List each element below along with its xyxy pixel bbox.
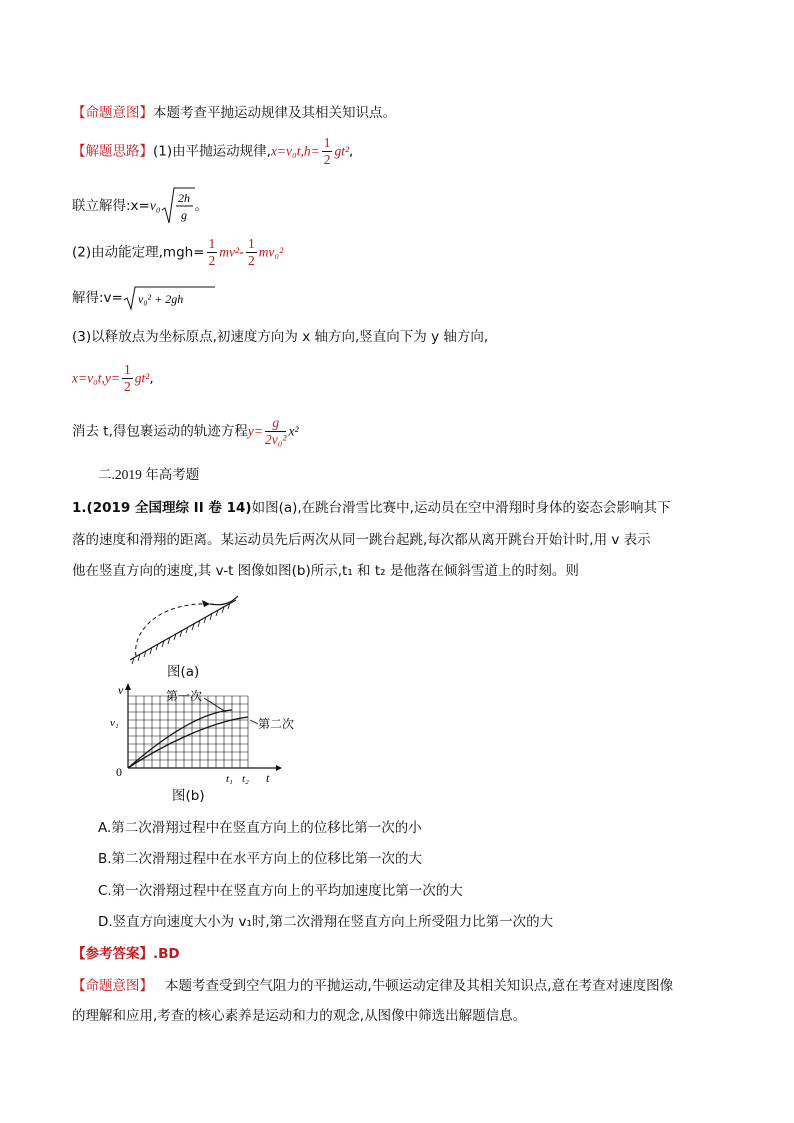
intent-paragraph-2-line-2: 的理解和应用,考查的核心素养是运动和力的观念,从图像中筛选出解题信息。 [72,1008,527,1024]
question-1-line-3: 他在竖直方向的速度,其 v-t 图像如图(b)所示,t₁ 和 t₂ 是他落在倾斜雪道上的时刻。则 [72,563,579,579]
arrow-icon [202,600,210,607]
solution-step-3 [72,327,488,347]
option-c: C.第一次滑翔过程中在竖直方向上的平均加速度比第一次的大 [98,883,463,899]
trajectory-label: 消去 t,得包裹运动的轨迹方程 [72,423,248,440]
step1-prefix: (1)由平抛运动规律, [153,143,271,160]
formula-y: y= [247,423,263,439]
question-source: (2019 全国理综 II 卷 14) [86,500,252,516]
solution-step-2: (2)由动能定理,mgh= $\frac{1}{2}$ mv²- $\frac{1}{2}$ mv₀² [72,236,284,268]
jump-ramp [210,596,238,605]
fraction-g-over-2v0: $\frac{g}{\text{2v₀²}}$ [265,415,287,447]
formula-gt2: gt² [134,370,150,386]
answer-text: .BD [153,946,180,962]
origin-label: 0 [116,765,122,779]
label-leader-first [204,698,226,712]
fraction-half-2: $\frac{1}{2}$ [247,236,255,268]
question-text: 如图(a),在跳台滑雪比赛中,运动员在空中滑翔时身体的姿态会影响其下 [251,500,671,516]
figure-b-caption: 图(b) [172,788,205,804]
formula-h: h= [303,143,320,159]
intent-tag: 【命题意图】 [72,105,153,121]
formula-x2: x² [288,423,299,439]
y-axis-arrow [125,683,131,690]
question-1-line-2: 落的速度和滑翔的距离。某运动员先后两次从同一跳台起跳,每次都从离开跳台开始计时,用 v 表示 [72,532,651,548]
series-first-label: 第一次 [166,689,203,703]
solution-step-3-formula: x=v₀t,y= $\frac{1}{2}$ gt², [72,362,154,394]
intent-paragraph-2-line-1 [72,976,673,996]
formula-x: x=v₀t [270,143,301,159]
trajectory-equation [72,415,299,448]
velocity-label: 解得:v= [72,290,123,306]
option-a: A.第二次滑翔过程中在竖直方向上的位移比第一次的小 [98,820,422,836]
fraction-half: $\frac{1}{2}$ [323,135,331,167]
t1-label: t₁ [226,773,233,785]
x-axis-arrow [276,765,282,771]
sqrt-velocity [123,285,215,311]
step3-text: (3)以释放点为坐标原点,初速度方向为 x 轴方向,竖直向下为 y 轴方向, [72,329,489,345]
solution-velocity [72,285,215,311]
formula-mv2: mv² [219,244,240,260]
svg-text:g: g [180,208,187,222]
question-number: 1. [72,500,87,516]
figure-a-caption: 图(a) [167,664,200,680]
solution-step-1: 【解题思路】(1)由平抛运动规律,x=v₀t,h= $\frac{1}{2}$ gt², [72,135,354,167]
v0-symbol: v₀ [149,198,161,213]
svg-text:2h: 2h [177,191,190,205]
step2-prefix: (2)由动能定理,mgh= [72,244,205,261]
formula-mv0-2: mv₀² [258,244,284,260]
fraction-half: $\frac{1}{2}$ [124,362,131,394]
t2-label: t₂ [242,773,249,785]
option-b: B.第二次滑翔过程中在水平方向上的位移比第一次的大 [98,851,423,867]
fraction-half: $\frac{1}{2}$ [208,236,216,268]
series-second-label: 第二次 [258,717,295,731]
svg-text:v₀² + 2gh: v₀² + 2gh [137,292,184,306]
x-axis-label: t [266,771,270,785]
flight-path [136,604,210,656]
solution-combined: 联立解得:x=v₀ 2h g 。 [72,186,208,226]
figure-a-ski-jump [118,592,248,664]
formula-gt2: gt² [334,143,350,159]
option-d: D.竖直方向速度大小为 v₁时,第二次滑翔在竖直方向上所受阻力比第一次的大 [98,914,554,930]
sqrt-expression [161,186,195,226]
intent-tag: 【命题意图】 [72,978,153,994]
intent-text: 本题考查平抛运动规律及其相关知识点。 [153,105,396,121]
intent-paragraph [72,103,396,123]
label-leader-second [250,720,258,724]
figure-b-vt-graph [108,682,308,786]
answer-tag: 【参考答案】 [72,946,153,962]
solution-tag: 【解题思路】 [72,143,153,160]
combined-label: 联立解得:x= [72,198,150,214]
question-1-line-1 [72,498,670,518]
formula-y: y= [104,370,121,386]
intent-text: 本题考查受到空气阻力的平抛运动,牛顿运动定律及其相关知识点,意在考查对速度图像 [165,978,674,994]
v1-label: v₁ [110,717,119,729]
section-heading: 二.2019 年高考题 [98,467,200,482]
formula-x: x=v₀t [72,370,102,386]
reference-answer [72,944,180,964]
y-axis-label: v [118,683,124,697]
